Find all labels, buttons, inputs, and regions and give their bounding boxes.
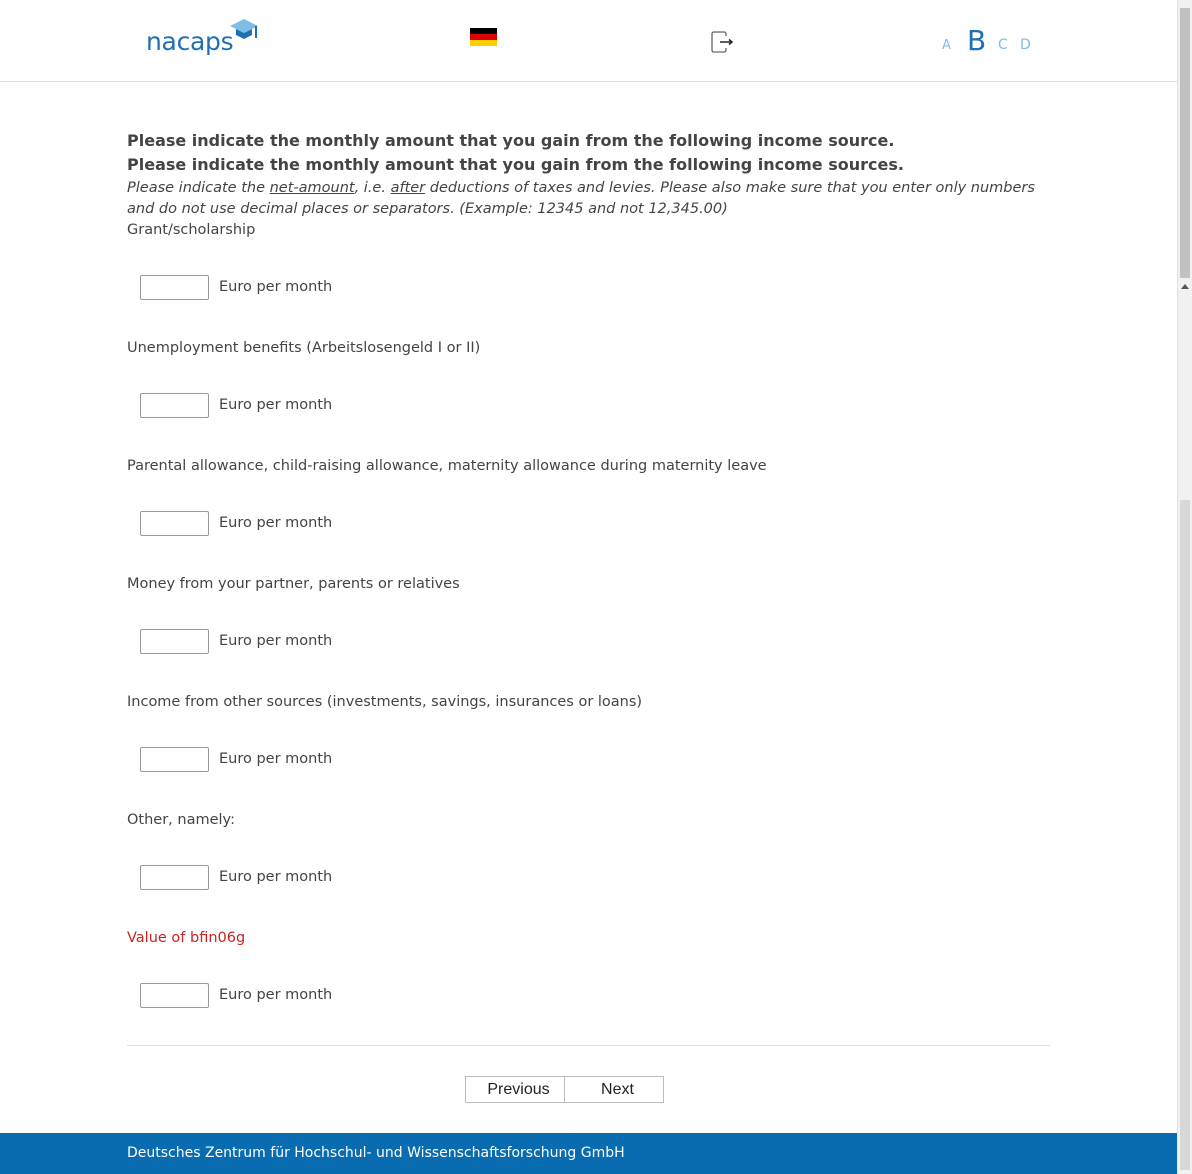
item-row-other-namely	[127, 831, 1050, 928]
item-row-grant	[127, 241, 1050, 338]
unit-label: Euro per month	[219, 279, 333, 295]
nacaps-logo[interactable]	[146, 18, 266, 60]
item-label-grant: Grant/scholarship	[127, 222, 256, 238]
font-size-c[interactable]: C	[998, 37, 1008, 53]
logout-icon[interactable]	[710, 30, 734, 54]
scroll-up-arrow-icon[interactable]	[1181, 284, 1189, 289]
logo-text: nacaps	[146, 27, 234, 56]
previous-button[interactable]: Previous	[465, 1076, 565, 1103]
page-navigation	[465, 1076, 664, 1103]
question-instruction: Please indicate the net-amount, i.e. after deductions of taxes and levies. Please also make sure that you enter only numbers and do not use decimal places or separators. (Example: 12345 and not 12,345.00)	[127, 180, 1035, 217]
graduation-cap-icon	[228, 18, 260, 46]
item-row-parental	[127, 477, 1050, 574]
divider	[127, 1045, 1050, 1046]
german-flag-icon[interactable]	[470, 28, 497, 46]
item-row-other-sources	[127, 713, 1050, 810]
item-label-other-namely: Other, namely:	[127, 812, 235, 828]
question-block	[127, 129, 1050, 1046]
scrollbar-thumb[interactable]	[1180, 8, 1190, 278]
unit-label: Euro per month	[219, 515, 333, 531]
item-row-family-money	[127, 595, 1050, 692]
next-button[interactable]: Next	[564, 1076, 664, 1103]
net-amount-emphasis: net-amount	[269, 180, 355, 196]
amount-input-other-namely[interactable]	[140, 865, 209, 890]
amount-input-family-money[interactable]	[140, 629, 209, 654]
item-label-parental: Parental allowance, child-raising allowance, maternity allowance during maternity leave	[127, 458, 767, 474]
scrollbar-track[interactable]	[1180, 500, 1190, 1170]
unit-label: Euro per month	[219, 869, 333, 885]
unit-label: Euro per month	[219, 751, 333, 767]
footer-text: Deutsches Zentrum für Hochschul- und Wissenschaftsforschung GmbH	[127, 1145, 625, 1161]
font-size-b[interactable]: B	[967, 24, 987, 57]
item-row-unemployment	[127, 359, 1050, 456]
amount-input-grant[interactable]	[140, 275, 209, 300]
after-emphasis: after	[390, 180, 426, 196]
item-label-bfin06g: Value of bfin06g	[127, 930, 246, 946]
amount-input-bfin06g[interactable]	[140, 983, 209, 1008]
vertical-scrollbar[interactable]	[1177, 0, 1192, 1174]
unit-label: Euro per month	[219, 987, 333, 1003]
header	[0, 0, 1177, 82]
question-title-plural: Please indicate the monthly amount that you gain from the following income sources.	[127, 155, 904, 174]
unit-label: Euro per month	[219, 633, 333, 649]
item-label-unemployment: Unemployment benefits (Arbeitslosengeld I or II)	[127, 340, 481, 356]
item-label-other-sources: Income from other sources (investments, savings, insurances or loans)	[127, 694, 643, 710]
amount-input-unemployment[interactable]	[140, 393, 209, 418]
item-row-bfin06g	[127, 949, 1050, 1046]
unit-label: Euro per month	[219, 397, 333, 413]
font-size-a[interactable]: A	[942, 38, 951, 53]
amount-input-other-sources[interactable]	[140, 747, 209, 772]
amount-input-parental[interactable]	[140, 511, 209, 536]
item-label-family-money: Money from your partner, parents or relatives	[127, 576, 460, 592]
font-size-d[interactable]: D	[1020, 37, 1031, 53]
footer	[0, 1133, 1177, 1174]
question-title: Please indicate the monthly amount that you gain from the following income source.	[127, 131, 895, 150]
